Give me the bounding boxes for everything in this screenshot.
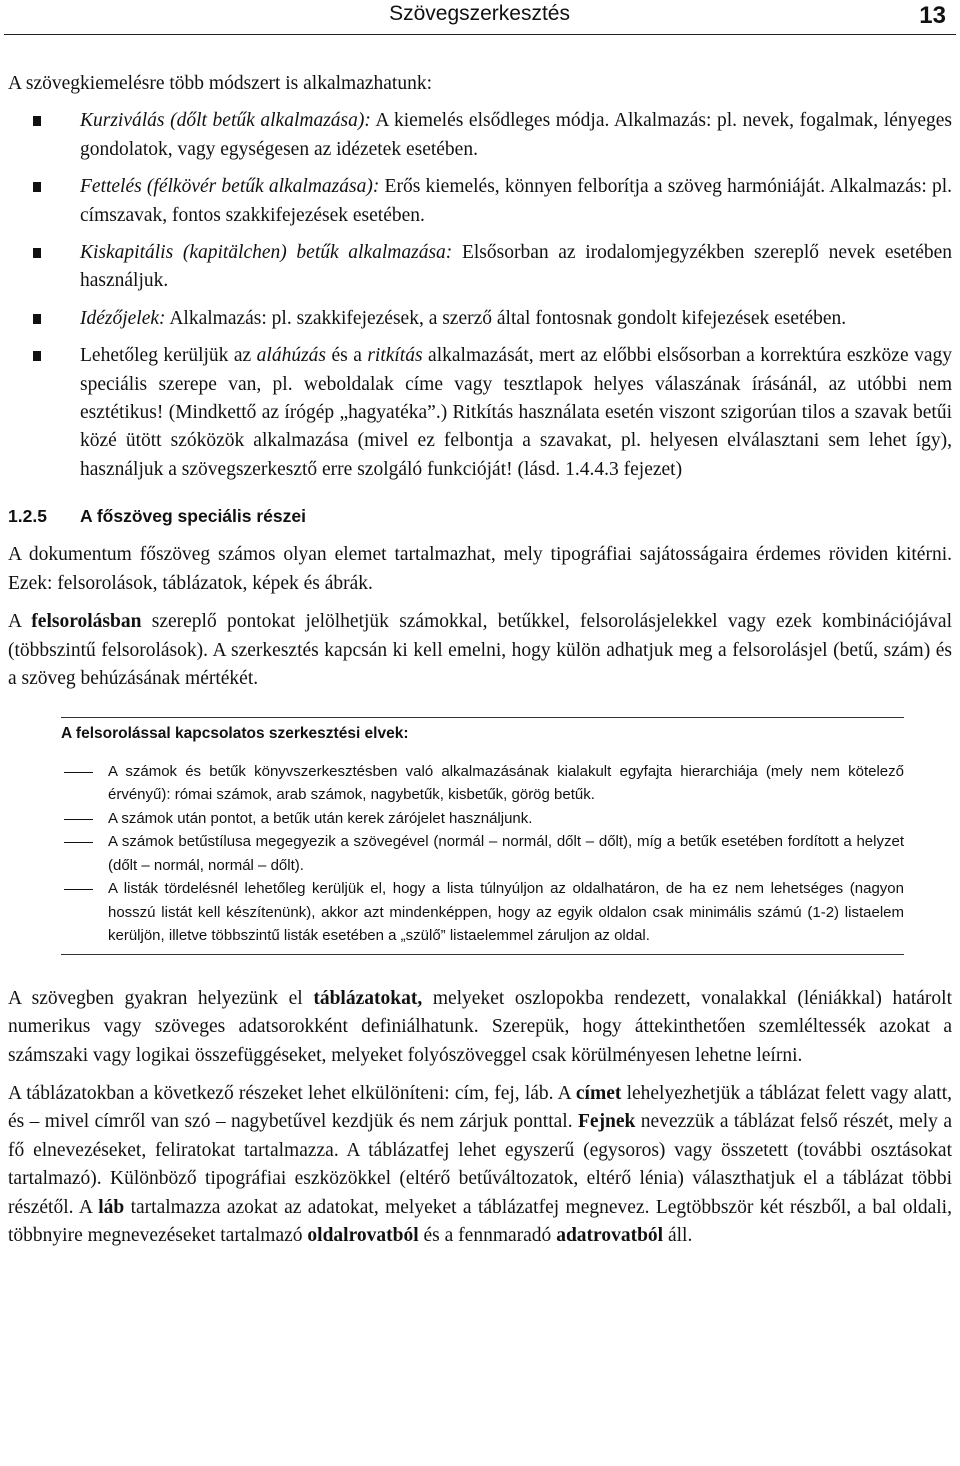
text-run: tartalmazza azokat az adatokat, melyeket a táblázatfej megnevez. Legtöbbször két részből, a bal oldali, többnyire megnevezéseket tartalmazó xyxy=(8,1196,952,1247)
square-bullet-icon xyxy=(33,182,41,192)
list-item xyxy=(61,877,904,948)
text-run: nevezzük a táblázat felső részét, mely a fő elnevezéseket, feliratokat tartalmazza. A táblázatfej lehet egyszerű (egysoros) vagy összetett (további osztásokat tartalmazó). Különböző tipográfiai eszközökkel (eltérő betűváltozatok, eltérő lénia) választhatjuk el a táblázat többi részétől. A xyxy=(8,1111,952,1218)
bullet-lead: Kurziválás (dőlt betűk alkalmazása): xyxy=(80,110,371,132)
bullet-text: és a xyxy=(326,345,368,367)
list-item xyxy=(61,760,904,807)
bold-term: adatrovatból xyxy=(556,1225,664,1247)
list-item xyxy=(8,107,952,164)
square-bullet-icon xyxy=(33,248,41,258)
principles-list xyxy=(61,760,904,948)
text-run: és a fennmaradó xyxy=(418,1225,557,1247)
list-item-text: A számok betűstílusa megegyezik a szövegével (normál – normál, dőlt – dőlt), míg a betűk esetében fordított a helyzet (dőlt – normál, normál – dőlt). xyxy=(108,833,904,874)
page-body xyxy=(8,70,952,1250)
bold-term: oldalrovatból xyxy=(307,1225,419,1247)
paragraph: A dokumentum főszöveg számos olyan elemet tartalmazhat, mely tipográfiai sajátosságaira érdemes röviden kitérni. Ezek: felsorolások, táblázatok, képek és ábrák. xyxy=(8,544,952,594)
text-run: áll. xyxy=(663,1225,693,1247)
italic-term: ritkítás xyxy=(367,345,423,367)
emphasis-method-list xyxy=(8,107,952,484)
list-item xyxy=(61,807,904,831)
bold-term: Fejnek xyxy=(578,1111,636,1133)
square-bullet-icon xyxy=(33,314,41,324)
bullet-text: Alkalmazás: pl. szakkifejezések, a szerző által fontosnak gondolt kifejezések esetében. xyxy=(165,307,847,329)
bold-term: táblázatokat, xyxy=(313,987,423,1009)
text-run: melyeket oszlopokba rendezett, vonalakkal (léniákkal) határolt numerikus vagy szöveges adatsorokként definiálhatunk. Szerepük, hogy áttekinthetően szemléltessék azokat a számszaki vagy logikai összefüggéseket, melyeket folyószöveggel csak körülményesen lehetne leírni. xyxy=(8,987,953,1066)
box-title: A felsorolással kapcsolatos szerkesztési elvek: xyxy=(61,725,409,743)
bullet-lead: Fettelés (félkövér betűk alkalmazása): xyxy=(80,176,380,198)
paragraph xyxy=(8,1080,952,1250)
header-rule xyxy=(4,34,956,35)
text-run: A táblázatokban a következő részeket lehet elkülöníteni: cím, fej, láb. A xyxy=(8,1083,576,1105)
bullet-lead: Kiskapitális (kapitälchen) betűk alkalmazása: xyxy=(80,242,453,264)
text-run: szereplő pontokat jelölhetjük számokkal, betűkkel, felsorolásjelekkel vagy ezek kombinációjával (többszintű felsorolások). A szerkesztés kapcsán ki kell emelni, hogy külön adhatjuk meg a felsorolásjel (betű, szám) és a szöveg behúzásának mértékét. xyxy=(8,611,952,689)
square-bullet-icon xyxy=(33,116,41,126)
list-item xyxy=(8,342,952,484)
italic-term: aláhúzás xyxy=(256,345,327,367)
bullet-text: Elsősorban az irodalomjegyzékben szereplő nevek esetében használjuk. xyxy=(80,242,953,292)
page-header xyxy=(0,0,960,34)
bullet-lead: Idézőjelek: xyxy=(80,307,166,329)
text-run: A xyxy=(8,611,32,633)
list-item-text: A számok után pontot, a betűk után kerek zárójelet használjunk. xyxy=(108,809,533,827)
running-head-title: Szövegszerkesztés xyxy=(389,2,570,25)
dash-bullet-icon xyxy=(64,889,93,890)
section-title: A főszöveg speciális részei xyxy=(80,506,306,527)
paragraph xyxy=(8,608,952,693)
section-heading xyxy=(8,506,952,527)
bold-term: láb xyxy=(98,1196,125,1218)
bold-term: felsorolásban xyxy=(31,611,142,633)
paragraph xyxy=(8,985,952,1070)
dash-bullet-icon xyxy=(64,772,93,773)
text-run: lehelyezhetjük a táblázat felett vagy alatt, és – mivel címről van szó – nagybetűvel kezdjük és nem zárjuk ponttal. xyxy=(8,1083,953,1133)
dash-bullet-icon xyxy=(64,842,93,843)
list-item-text: A számok és betűk könyvszerkesztésben való alkalmazásának kialakult egyfajta hierarchiája (mely nem kötelező érvényű): római számok, arab számok, nagybetűk, kisbetűk, görög betűk. xyxy=(108,762,904,804)
page-number: 13 xyxy=(919,2,946,29)
list-item xyxy=(8,305,952,333)
bullet-text: Lehetőleg kerüljük az xyxy=(80,345,257,367)
list-item xyxy=(61,830,904,877)
list-item-text: A listák tördelésnél lehetőleg kerüljük el, hogy a lista túlnyúljon az oldalhatáron, de ha ez nem lehetséges (nagyon hosszú listát kell készítenünk), akkor azt mindenképpen, hogy az egyik oldalon csak minimális számú (1-2) listaelem kerüljön, illetve többszintű listák esetében a „szülő” listaelemmel záruljon az oldal. xyxy=(108,880,904,945)
bullet-text: Erős kiemelés, könnyen felborítja a szöveg harmóniáját. Alkalmazás: pl. címszavak, fontos szakkifejezések esetében. xyxy=(80,176,952,226)
section-number: 1.2.5 xyxy=(8,506,47,527)
list-item xyxy=(8,239,952,296)
bullet-text: alkalmazását, mert az előbbi elsősorban a korrektúra eszköze vagy speciális szerepe van, pl. weboldalak címe vagy tesztlapok helyes válaszának írásánál, az utóbbi nem esztétikus! (Mindkettő az írógép „hagyatéka”.) Ritkítás használata esetén viszont szigorúan tilos a szavak betűi közé ütött szóközök alkalmazása (mivel ez felbontja a szavakat, pl. helyesen elválasztani sem lehet így), használjuk a szövegszerkesztő erre szolgáló funkcióját! (lásd. 1.4.4.3 fejezet) xyxy=(80,345,952,480)
text-run: A szövegben gyakran helyezünk el xyxy=(8,987,314,1009)
intro-paragraph: A szövegkiemelésre több módszert is alkalmazhatunk: xyxy=(8,73,433,94)
list-item xyxy=(8,173,952,230)
bold-term: címet xyxy=(575,1083,622,1105)
square-bullet-icon xyxy=(33,351,41,361)
principles-box xyxy=(61,717,904,955)
bullet-text: A kiemelés elsődleges módja. Alkalmazás: pl. nevek, fogalmak, lényeges gondolatok, vagy egységesen az idézetek esetében. xyxy=(80,110,952,160)
dash-bullet-icon xyxy=(64,819,93,820)
